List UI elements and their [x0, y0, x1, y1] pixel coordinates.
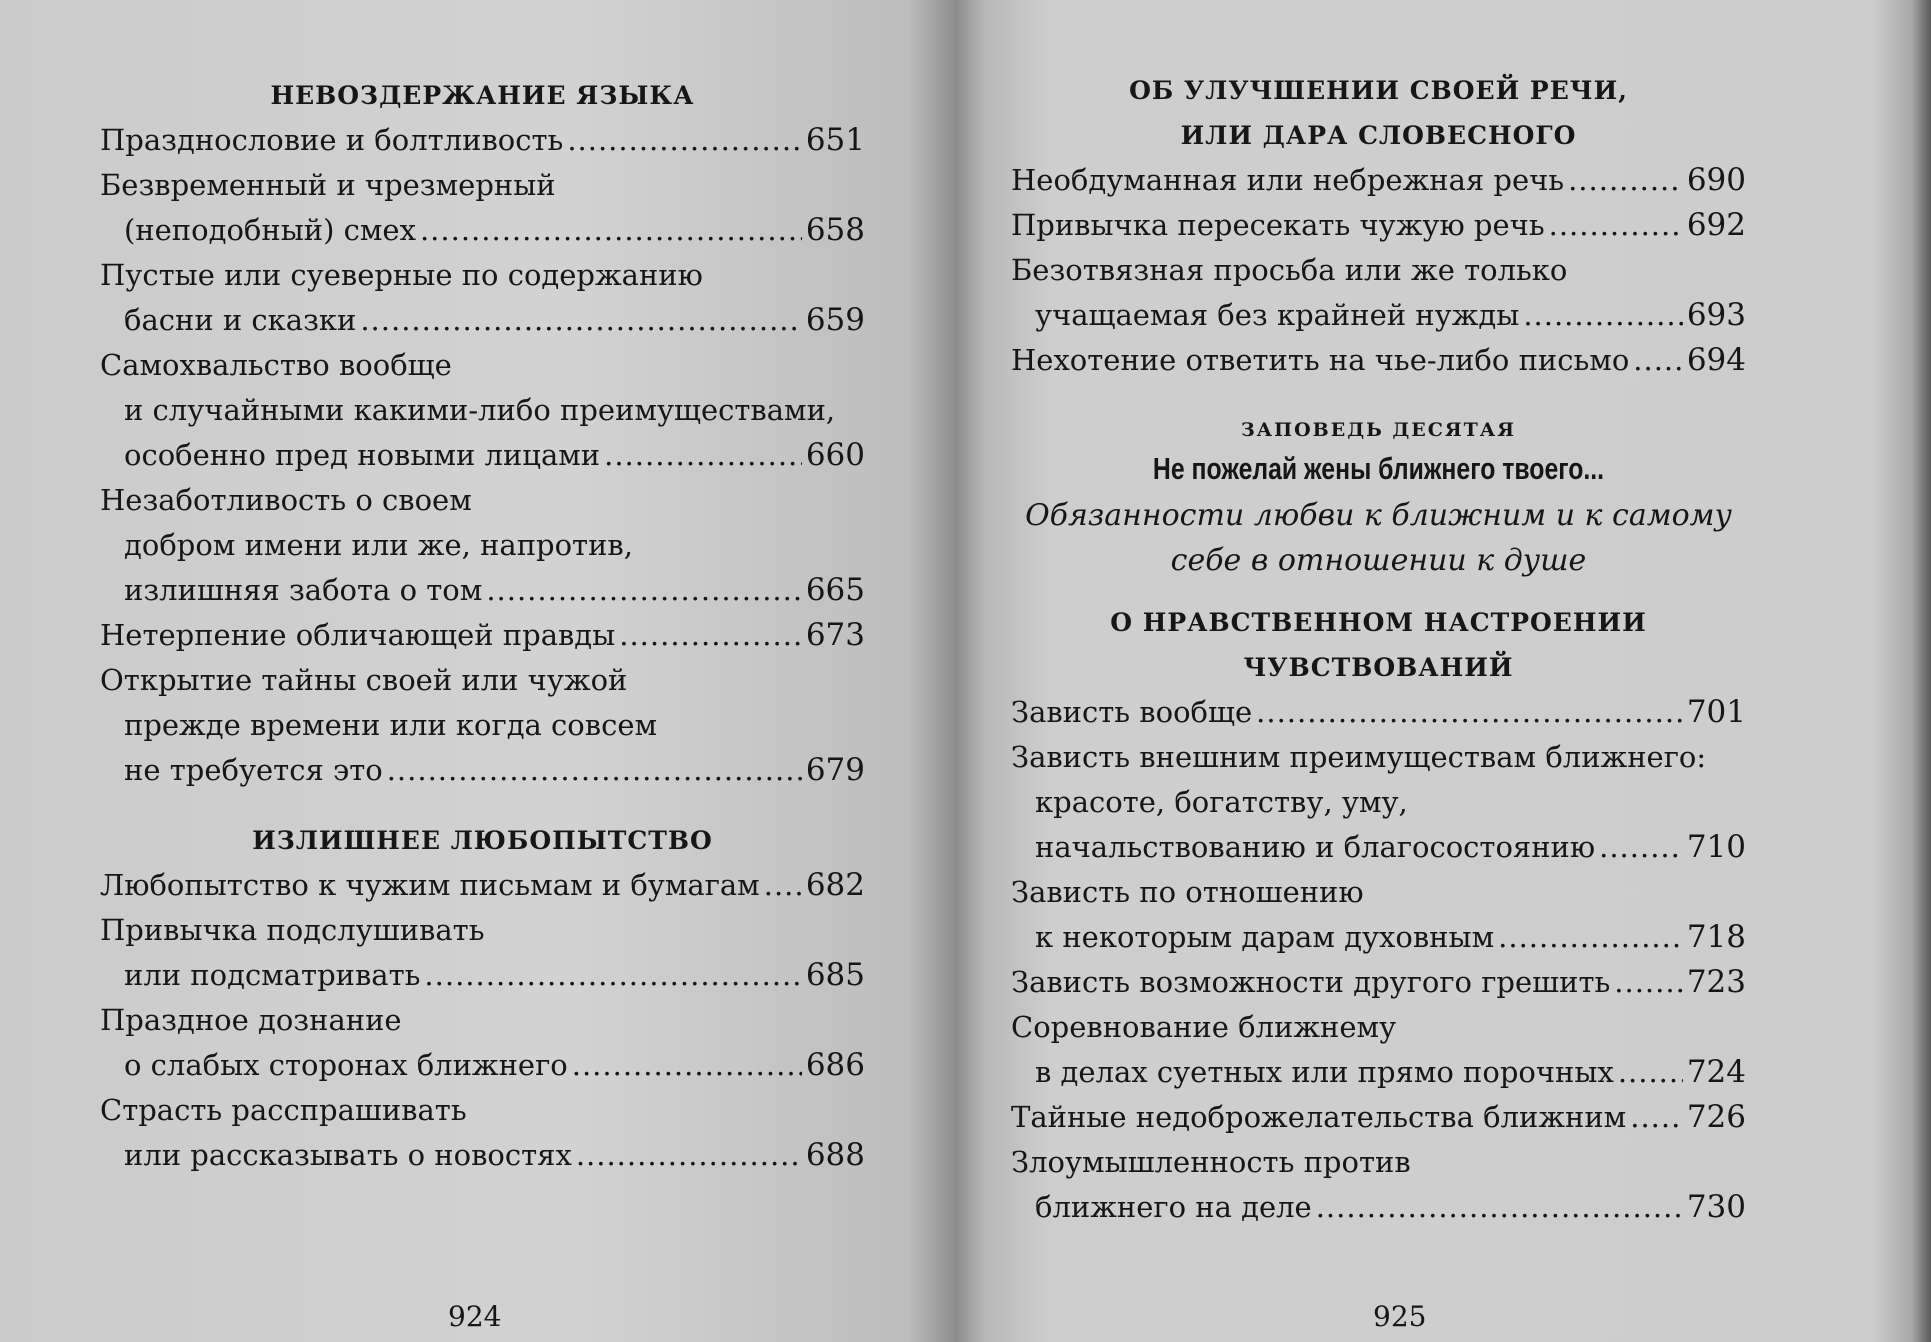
- toc-entry-line: [100, 568, 865, 613]
- toc-entry-text: Любопытство к чужим письмам и бумагам: [100, 868, 760, 902]
- toc-entry-text: Нехотение ответить на чье-либо письмо: [1011, 343, 1630, 377]
- toc-entry-line: [100, 908, 865, 953]
- toc-entry-text: Зависть по отношению: [1011, 875, 1364, 909]
- toc-entry-line: [100, 118, 865, 163]
- toc-entry-line: [1011, 870, 1746, 915]
- toc-entry-text: Страсть расспрашивать: [100, 1093, 467, 1127]
- dot-leader: [619, 613, 802, 658]
- toc-entry-line: [1011, 293, 1746, 338]
- section-heading: ЧУВСТВОВАНИЙ: [1243, 653, 1514, 682]
- toc-page-number: 682: [805, 867, 865, 903]
- dot-leader: [1523, 293, 1683, 338]
- dot-leader: [1568, 158, 1683, 203]
- toc-entry-text: излишняя забота о том: [124, 573, 483, 607]
- toc-entry-text: Безвременный и чрезмерный: [100, 168, 556, 202]
- commandment-subtitle: себе в отношении к душе: [1170, 543, 1587, 578]
- toc-entry-text: Нетерпение обличающей правды: [100, 618, 616, 652]
- dot-leader: [764, 863, 802, 908]
- toc-page-number: 730: [1686, 1189, 1746, 1225]
- toc-entry-text: Незаботливость о своем: [100, 483, 472, 517]
- toc-entry-line: [1011, 780, 1746, 825]
- toc-entry-text: Празднословие и болтливость: [100, 123, 564, 157]
- dot-leader: [420, 208, 802, 253]
- commandment-label: ЗАПОВЕДЬ ДЕСЯТАЯ: [1240, 419, 1517, 441]
- toc-entry-line: [100, 1133, 865, 1178]
- dot-leader: [424, 953, 801, 998]
- toc-entry-text: басни и сказки: [124, 303, 357, 337]
- toc-entry-line: [1011, 203, 1746, 248]
- dot-leader: [1316, 1185, 1683, 1230]
- section-heading: ОБ УЛУЧШЕНИИ СВОЕЙ РЕЧИ,: [1129, 76, 1628, 105]
- toc-entry-text: особенно пред новыми лицами: [124, 438, 601, 472]
- toc-entry-line: [100, 388, 865, 433]
- toc-entry-text: добром имени или же, напротив,: [124, 528, 633, 562]
- toc-entry-text: или подсматривать: [124, 958, 421, 992]
- toc-entry-line: [100, 343, 865, 388]
- toc-entry-text: или рассказывать о новостях: [124, 1138, 572, 1172]
- page-number-left: 924: [448, 1300, 502, 1333]
- toc-page-number: 686: [805, 1047, 865, 1083]
- toc-entry-line: [100, 163, 865, 208]
- toc-entry-line: [100, 613, 865, 658]
- toc-entry-line: [1011, 158, 1746, 203]
- toc-entry-line: [100, 953, 865, 998]
- toc-page-number: 660: [805, 437, 865, 473]
- dot-leader: [1599, 825, 1683, 870]
- dot-leader: [576, 1133, 802, 1178]
- toc-entry-text: Зависть возможности другого грешить: [1011, 965, 1611, 999]
- left-toc-column: [100, 0, 865, 1178]
- section-heading: ИЛИ ДАРА СЛОВЕСНОГО: [1180, 121, 1577, 150]
- toc-page-number: 658: [805, 212, 865, 248]
- toc-page-number: 688: [805, 1137, 865, 1173]
- toc-page-number: 665: [805, 572, 865, 608]
- toc-entry-line: [100, 433, 865, 478]
- commandment-title: Не пожелай жены ближнего твоего...: [1152, 451, 1605, 486]
- right-toc-column: [1011, 0, 1746, 1230]
- dot-leader: [1549, 203, 1683, 248]
- toc-entry-line: [1011, 1095, 1746, 1140]
- dot-leader: [572, 1043, 802, 1088]
- toc-entry-line: [1011, 248, 1746, 293]
- toc-entry-line: [1011, 915, 1746, 960]
- toc-page-number: 718: [1686, 919, 1746, 955]
- toc-entry-text: Праздное дознание: [100, 1003, 402, 1037]
- toc-page-number: 690: [1686, 162, 1746, 198]
- toc-page-number: 673: [805, 617, 865, 653]
- toc-page-number: 694: [1686, 342, 1746, 378]
- toc-entry-text: Открытие тайны своей или чужой: [100, 663, 628, 697]
- toc-entry-line: [1011, 1140, 1746, 1185]
- toc-entry-text: Пустые или суеверные по содержанию: [100, 258, 703, 292]
- dot-leader: [1633, 338, 1683, 383]
- toc-page-number: 693: [1686, 297, 1746, 333]
- toc-entry-text: Привычка подслушивать: [100, 913, 485, 947]
- toc-entry-line: [1011, 690, 1746, 735]
- section-heading: О НРАВСТВЕННОМ НАСТРОЕНИИ: [1110, 608, 1647, 637]
- toc-entry-line: [1011, 825, 1746, 870]
- dot-leader: [1256, 690, 1683, 735]
- dot-leader: [1498, 915, 1683, 960]
- toc-entry-text: Самохвальство вообще: [100, 348, 452, 382]
- toc-entry-line: [100, 253, 865, 298]
- toc-entry-text: не требуется это: [124, 753, 383, 787]
- toc-entry-line: [1011, 1005, 1746, 1050]
- toc-entry-line: [100, 703, 865, 748]
- toc-entry-line: [100, 998, 865, 1043]
- page-number-right: 925: [1373, 1300, 1427, 1333]
- toc-entry-text: ближнего на деле: [1035, 1190, 1312, 1224]
- toc-entry-line: [100, 208, 865, 253]
- left-page: [0, 0, 955, 1342]
- toc-entry-text: прежде времени или когда совсем: [124, 708, 658, 742]
- section-heading: ИЗЛИШНЕЕ ЛЮБОПЫТСТВО: [252, 826, 713, 855]
- toc-entry-line: [1011, 1185, 1746, 1230]
- toc-page-number: 659: [805, 302, 865, 338]
- dot-leader: [1618, 1050, 1683, 1095]
- toc-entry-line: [100, 1088, 865, 1133]
- toc-entry-line: [100, 478, 865, 523]
- toc-page-number: 701: [1686, 694, 1746, 730]
- toc-entry-line: [100, 523, 865, 568]
- dot-leader: [567, 118, 802, 163]
- toc-entry-text: Безотвязная просьба или же только: [1011, 253, 1568, 287]
- toc-entry-line: [100, 863, 865, 908]
- toc-entry-line: [100, 658, 865, 703]
- toc-entry-text: к некоторым дарам духовным: [1035, 920, 1495, 954]
- toc-entry-line: [1011, 735, 1746, 780]
- toc-page-number: 726: [1686, 1099, 1746, 1135]
- toc-entry-text: и случайными какими-либо преимуществами,: [124, 393, 836, 427]
- toc-entry-text: в делах суетных или прямо порочных: [1035, 1055, 1614, 1089]
- dot-leader: [1614, 960, 1683, 1005]
- toc-page-number: 651: [805, 122, 865, 158]
- toc-entry-line: [100, 298, 865, 343]
- toc-entry-text: Злоумышленность против: [1011, 1145, 1411, 1179]
- dot-leader: [1630, 1095, 1683, 1140]
- toc-page-number: 723: [1686, 964, 1746, 1000]
- toc-entry-line: [1011, 960, 1746, 1005]
- commandment-subtitle: Обязанности любви к ближним и к самому: [1025, 498, 1732, 533]
- toc-page-number: 710: [1686, 829, 1746, 865]
- right-page: [955, 0, 1931, 1342]
- toc-page-number: 685: [805, 957, 865, 993]
- toc-page-number: 724: [1686, 1054, 1746, 1090]
- section-heading: НЕВОЗДЕРЖАНИЕ ЯЗЫКА: [270, 81, 695, 110]
- dot-leader: [387, 748, 802, 793]
- toc-entry-line: [100, 748, 865, 793]
- toc-entry-text: учащаемая без крайней нужды: [1035, 298, 1520, 332]
- dot-leader: [360, 298, 801, 343]
- dot-leader: [486, 568, 802, 613]
- toc-entry-text: красоте, богатству, уму,: [1035, 785, 1408, 819]
- toc-entry-text: начальствованию и благосостоянию: [1035, 830, 1596, 864]
- toc-entry-line: [1011, 1050, 1746, 1095]
- toc-entry-line: [1011, 338, 1746, 383]
- toc-entry-text: Привычка пересекать чужую речь: [1011, 208, 1545, 242]
- toc-entry-text: (неподобный) смех: [124, 213, 416, 247]
- toc-page-number: 692: [1686, 207, 1746, 243]
- toc-page-number: 679: [805, 752, 865, 788]
- toc-entry-text: Зависть внешним преимуществам ближнего:: [1011, 740, 1707, 774]
- toc-entry-text: Необдуманная или небрежная речь: [1011, 163, 1565, 197]
- toc-entry-text: Тайные недоброжелательства ближним: [1011, 1100, 1627, 1134]
- toc-entry-text: Соревнование ближнему: [1011, 1010, 1397, 1044]
- dot-leader: [604, 433, 802, 478]
- toc-entry-text: Зависть вообще: [1011, 695, 1253, 729]
- toc-entry-line: [100, 1043, 865, 1088]
- toc-entry-text: о слабых сторонах ближнего: [124, 1048, 568, 1082]
